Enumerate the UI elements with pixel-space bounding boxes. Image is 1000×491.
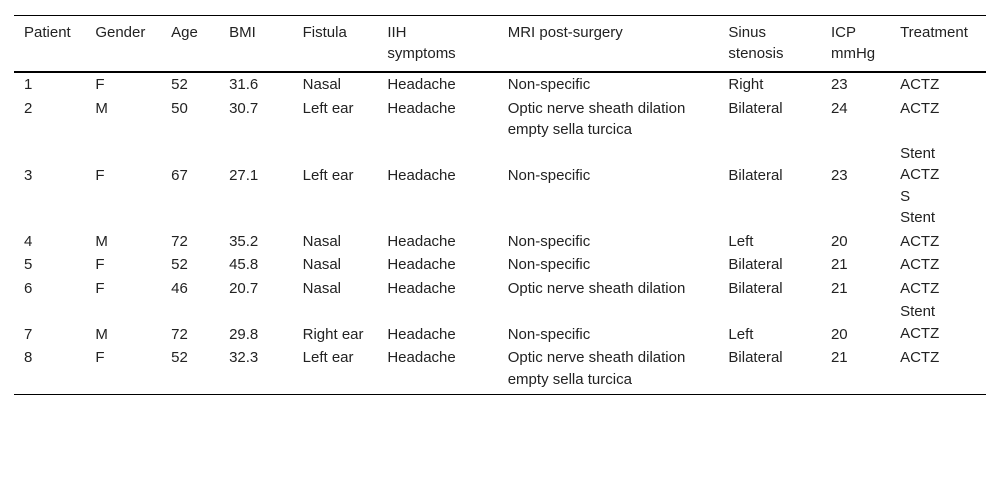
treatment-line: ACTZ	[900, 232, 940, 250]
cell-icp: 21	[830, 256, 848, 273]
cell-sinus-stenosis: Left	[728, 232, 754, 250]
cell-bmi: 31.6	[229, 76, 259, 93]
treatment-line: Stent	[900, 303, 936, 320]
cell-treatment	[890, 253, 986, 277]
cell-sinus-stenosis: Left	[728, 325, 754, 343]
cell-iih-symptoms: Headache	[387, 167, 456, 184]
cell-patient: 4	[24, 232, 33, 250]
treatment-line: Stent	[900, 209, 936, 226]
cell-treatment	[890, 300, 986, 346]
cell-gender: F	[95, 256, 105, 273]
cell-age: 50	[171, 99, 188, 117]
cell-gender: F	[95, 167, 105, 184]
cell-sinus-stenosis: Bilateral	[728, 167, 783, 184]
cell-mri-post-surgery: Optic nerve sheath dilation	[507, 279, 686, 297]
cell-patient: 7	[24, 325, 33, 343]
table-row	[14, 97, 986, 142]
cell-gender: M	[95, 232, 108, 250]
cell-mri-post-surgery: Non-specific	[507, 232, 591, 250]
table-row	[14, 72, 986, 97]
header-age: Age	[161, 16, 219, 73]
cell-iih-symptoms: Headache	[387, 232, 456, 250]
cell-icp: 21	[821, 346, 890, 395]
table-row	[14, 277, 986, 301]
cell-sinus-stenosis: Bilateral	[728, 99, 783, 117]
table-row	[14, 300, 986, 346]
table-row	[14, 253, 986, 277]
cell-bmi: 32.3	[219, 346, 293, 395]
cell-icp: 21	[830, 279, 848, 297]
cell-treatment	[890, 277, 986, 301]
cell-sinus-stenosis: Bilateral	[728, 279, 783, 297]
cell-bmi: 27.1	[229, 167, 259, 184]
cell-bmi: 35.2	[229, 232, 259, 250]
cell-age: 67	[171, 167, 188, 184]
cell-iih-symptoms: Headache	[387, 76, 456, 93]
cell-icp: 20	[830, 232, 848, 250]
cell-iih-symptoms: Headache	[387, 325, 456, 343]
cell-patient: 6	[24, 279, 33, 297]
treatment-line: ACTZ	[900, 256, 940, 273]
cell-treatment	[890, 230, 986, 254]
cell-iih-symptoms: Headache	[387, 279, 456, 297]
cell-iih-symptoms: Headache	[387, 256, 456, 273]
patient-table-container	[14, 15, 986, 395]
cell-gender: M	[95, 99, 108, 117]
cell-bmi: 20.7	[229, 279, 259, 297]
cell-mri-post-surgery: Non-specific	[507, 167, 591, 184]
table-header-row	[14, 16, 986, 73]
cell-age: 46	[171, 279, 188, 297]
cell-age: 52	[171, 256, 188, 273]
treatment-line: ACTZ	[900, 324, 940, 342]
cell-fistula: Left ear	[293, 346, 378, 395]
cell-sinus-stenosis: Right	[728, 76, 764, 93]
table-row	[14, 230, 986, 254]
table-body	[14, 72, 986, 395]
cell-fistula: Right ear	[302, 325, 364, 343]
cell-age: 52	[161, 346, 219, 395]
cell-bmi: 30.7	[229, 99, 259, 117]
header-fistula: Fistula	[293, 16, 378, 73]
cell-fistula: Nasal	[302, 232, 341, 250]
cell-mri-post-surgery: Non-specific	[507, 76, 591, 93]
cell-icp: 23	[830, 167, 848, 184]
cell-icp: 20	[830, 325, 848, 343]
cell-age: 72	[171, 232, 188, 250]
treatment-line: S	[900, 187, 911, 205]
cell-treatment	[890, 346, 986, 395]
treatment-line: ACTZ	[900, 166, 940, 183]
cell-age: 72	[171, 325, 188, 343]
cell-fistula: Nasal	[302, 279, 341, 297]
patient-table	[14, 15, 986, 395]
cell-sinus-stenosis: Bilateral	[718, 346, 821, 395]
cell-treatment	[890, 72, 986, 97]
cell-patient: 2	[24, 99, 33, 117]
header-gender: Gender	[85, 16, 161, 73]
header-bmi: BMI	[219, 16, 293, 73]
header-mri-post-surgery: MRI post-surgery	[498, 16, 719, 73]
treatment-line: ACTZ	[900, 349, 940, 366]
cell-patient: 5	[24, 256, 33, 273]
treatment-line: ACTZ	[900, 279, 940, 297]
cell-fistula: Left ear	[302, 99, 354, 117]
header-patient: Patient	[14, 16, 85, 73]
header-iih-symptoms: IIH symptoms	[377, 16, 497, 73]
header-treatment: Treatment	[890, 16, 986, 73]
cell-treatment	[890, 142, 986, 230]
treatment-line: ACTZ	[900, 99, 940, 117]
cell-gender: F	[85, 346, 161, 395]
treatment-line: ACTZ	[900, 76, 940, 93]
treatment-line: Stent	[900, 144, 936, 162]
cell-patient: 3	[24, 167, 33, 184]
cell-icp: 24	[830, 99, 848, 117]
cell-sinus-stenosis: Bilateral	[728, 256, 783, 273]
cell-bmi: 45.8	[229, 256, 259, 273]
cell-patient: 8	[14, 346, 85, 395]
table-row	[14, 346, 986, 395]
cell-mri-post-surgery: Non-specific	[507, 256, 591, 273]
cell-mri-post-surgery: Optic nerve sheath dilation empty sella turcica	[498, 346, 719, 395]
cell-patient: 1	[24, 76, 33, 93]
cell-fistula: Nasal	[302, 76, 341, 93]
table-row	[14, 142, 986, 230]
cell-fistula: Left ear	[302, 167, 354, 184]
cell-icp: 23	[830, 76, 848, 93]
cell-mri-post-surgery: Optic nerve sheath dilation empty sella turcica	[507, 99, 686, 138]
header-sinus-stenosis: Sinus stenosis	[718, 16, 821, 73]
cell-gender: F	[95, 279, 105, 297]
cell-fistula: Nasal	[302, 256, 341, 273]
cell-iih-symptoms: Headache	[377, 346, 497, 395]
cell-gender: F	[95, 76, 105, 93]
cell-bmi: 29.8	[229, 325, 259, 343]
cell-age: 52	[171, 76, 188, 93]
cell-gender: M	[95, 325, 108, 343]
cell-iih-symptoms: Headache	[387, 99, 456, 117]
cell-mri-post-surgery: Non-specific	[507, 325, 591, 343]
cell-treatment	[890, 97, 986, 142]
header-icp: ICP mmHg	[821, 16, 890, 73]
